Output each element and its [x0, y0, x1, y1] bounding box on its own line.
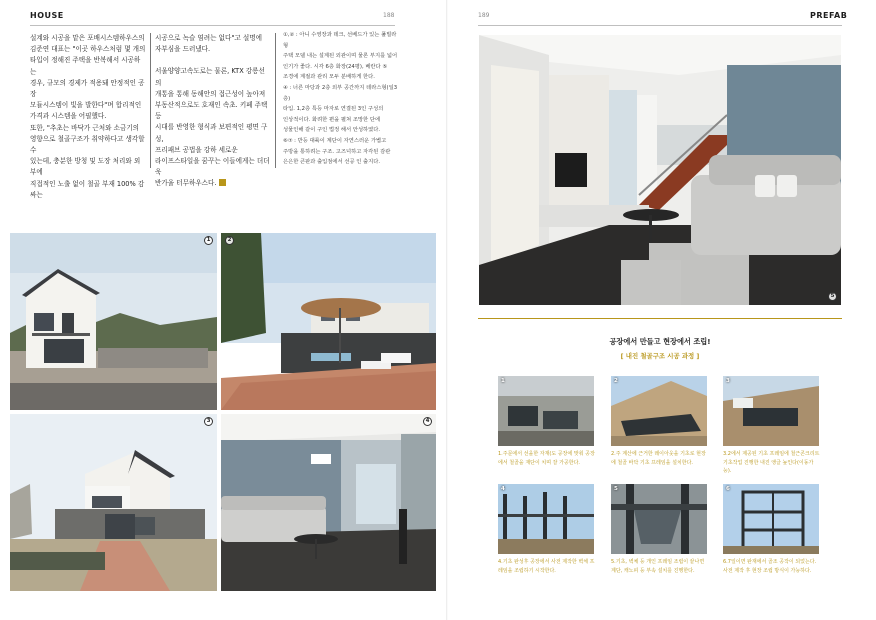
text-line: 타입이 정해진 주택을 반복해서 시공하는 [30, 56, 141, 76]
step-photo-1 [498, 376, 594, 446]
step-number: 5 [614, 486, 618, 492]
caption-line: 은은한 큰판과 출입점에서 선공 인 출지다. [283, 159, 381, 166]
text-line: 시공으로 녹슬 염려는 없다"고 설명에 [155, 34, 262, 42]
page-number-left: 188 [383, 12, 395, 19]
step-caption-2: 2.주 계산에 근거한 레이아웃을 기초로 현장에 철골 바닥 기초 프레임을 설치한다. [611, 451, 706, 466]
text-line: 있는데, 충분한 방청 및 도장 처리와 외부에 [30, 157, 141, 177]
photo-house-exterior-2 [10, 414, 217, 591]
text-line: 부동산적으로도 호재인 속초. 키페 주택 등 [155, 101, 268, 121]
column-divider [150, 33, 151, 168]
end-mark-icon [219, 179, 226, 186]
photo-house-exterior-1 [10, 233, 217, 410]
text-line [155, 55, 271, 66]
process-title: 공장에서 만들고 현장에서 조립! [609, 337, 711, 346]
step-number: 2 [614, 378, 618, 384]
text-line: 개통을 통해 동해안의 접근성이 높아져 [155, 89, 266, 98]
text-line: 반가울 터무하우스다. [155, 179, 217, 188]
photo-number-badge: 2 [225, 236, 234, 245]
step-photo-5 [611, 484, 707, 554]
photo-interior-stair-living [479, 35, 841, 305]
step-caption-6: 6.7일이면 완재에서 골조 공작이 되었는다. 사전 제작 후 현장 조립 방식이 가능하다. [723, 559, 817, 574]
text-line: 영향으로 철골구조가 취약하다고 생각할 수 [30, 134, 145, 155]
page-number-right: 189 [478, 12, 490, 19]
photo-captions [283, 30, 399, 168]
step-photo-6 [723, 484, 819, 554]
photo-number-badge: 3 [204, 417, 213, 426]
running-head-prefab: PREFAB [810, 11, 848, 20]
header-rule [478, 25, 842, 26]
text-line: 설계와 시공을 맡은 포배시스템하우스의 [30, 34, 145, 42]
caption-line: 조경에 계절과 관리 모두 분배하게 한다. [283, 74, 375, 81]
caption-line: 주택 모델 내는 설계된 외관이며 물론 부지를 넓어 [283, 53, 398, 60]
caption-line: ④ : 너른 마당과 2층 외부 공간까지 테라스형(일3층) [283, 84, 398, 102]
caption-line: ⑥⑦ : 반등 대륙이 계단이 자연스러운 가볍고 [283, 137, 387, 144]
header-rule [30, 25, 395, 26]
body-column-1 [30, 33, 146, 201]
text-line: 가격과 시스템을 어필했다. [30, 112, 107, 121]
process-subtitle: [ 내진 철골구조 시공 과정 ] [620, 352, 700, 360]
caption-line: 타입. 1,2층 특등 마자로 연결된 3인 구성의 [283, 106, 384, 113]
text-line: 라이프스타일을 꿈꾸는 이들에게는 더더욱 [155, 157, 270, 177]
step-photo-3 [723, 376, 819, 446]
step-caption-1: 1.주문에서 선을한 자재(도 공장에 맞춰 공장에서 철골을 재단이 치며 잘 가공한다. [498, 451, 595, 466]
step-caption-5: 5.기초, 벽체 등 개인 프레임 조립이 끝나면 계단, 캐노피 등 부속 설치를 진행한다. [611, 559, 705, 574]
caption-line: 성물인해 같이 구인 법정 해서 안성하였다. [283, 127, 381, 134]
step-photo-4 [498, 484, 594, 554]
text-line: 시대를 반영한 형식과 보편적인 평면 구성, [155, 123, 268, 143]
photo-living-room [221, 414, 436, 591]
step-number: 4 [501, 486, 505, 492]
step-number: 3 [726, 378, 730, 384]
text-line: 또한, "추초는 바닥가 근처와 소금기의 [30, 123, 140, 132]
photo-number-badge: 5 [828, 292, 837, 301]
photo-deck-parasol [221, 233, 436, 410]
column-divider [275, 33, 276, 168]
section-divider [478, 318, 842, 319]
text-line: 모듈시스템이 빛을 발한다"며 합리적인 [30, 101, 142, 110]
caption-line: 주방을 통하려는 구조. 고즈넉하고 자각된 감관 [283, 148, 391, 155]
caption-line: 인상적이다. 화려한 편을 펼쳐 조망한 단에 [283, 116, 381, 123]
running-head-house: HOUSE [30, 11, 64, 20]
text-line: 자부심을 드러냈다. [155, 45, 211, 54]
text-line: 직접적인 노출 없이 철골 부재 100% 감싸는 [30, 179, 145, 199]
step-photo-2 [611, 376, 707, 446]
photo-number-badge: 4 [423, 417, 432, 426]
step-number: 6 [726, 486, 730, 492]
caption-line: 인기가 좋다. 시각 6층 화장(24평), 베란다 ⑤ [283, 63, 388, 70]
text-line: 서울양양고속도로는 물론, KTX 강릉선의 [155, 67, 265, 87]
body-column-2 [155, 33, 271, 190]
photo-number-badge: 1 [204, 236, 213, 245]
text-line: 김준연 대표는 "이곳 하우스처럼 몇 개의 [30, 45, 146, 54]
caption-line: ①,② : 아니 수영장과 데크, 선베드가 있는 풀빌라형 [283, 32, 397, 49]
step-caption-3: 3.2에서 제공된 기초 프레임에 철근콘크리트 기초작업 진행한 내진 앵글 높인다(이동가능). [723, 451, 820, 475]
text-line: 프리패브 공법을 강하 세로운 [155, 145, 238, 154]
text-line: 경우, 규모의 경제가 적용돼 안정적인 공장 [30, 78, 145, 99]
step-number: 1 [501, 378, 505, 384]
step-caption-4: 4.기초 완성후 공장에서 사전 제작한 벽체 프레임을 조립하기 시작한다. [498, 559, 595, 574]
